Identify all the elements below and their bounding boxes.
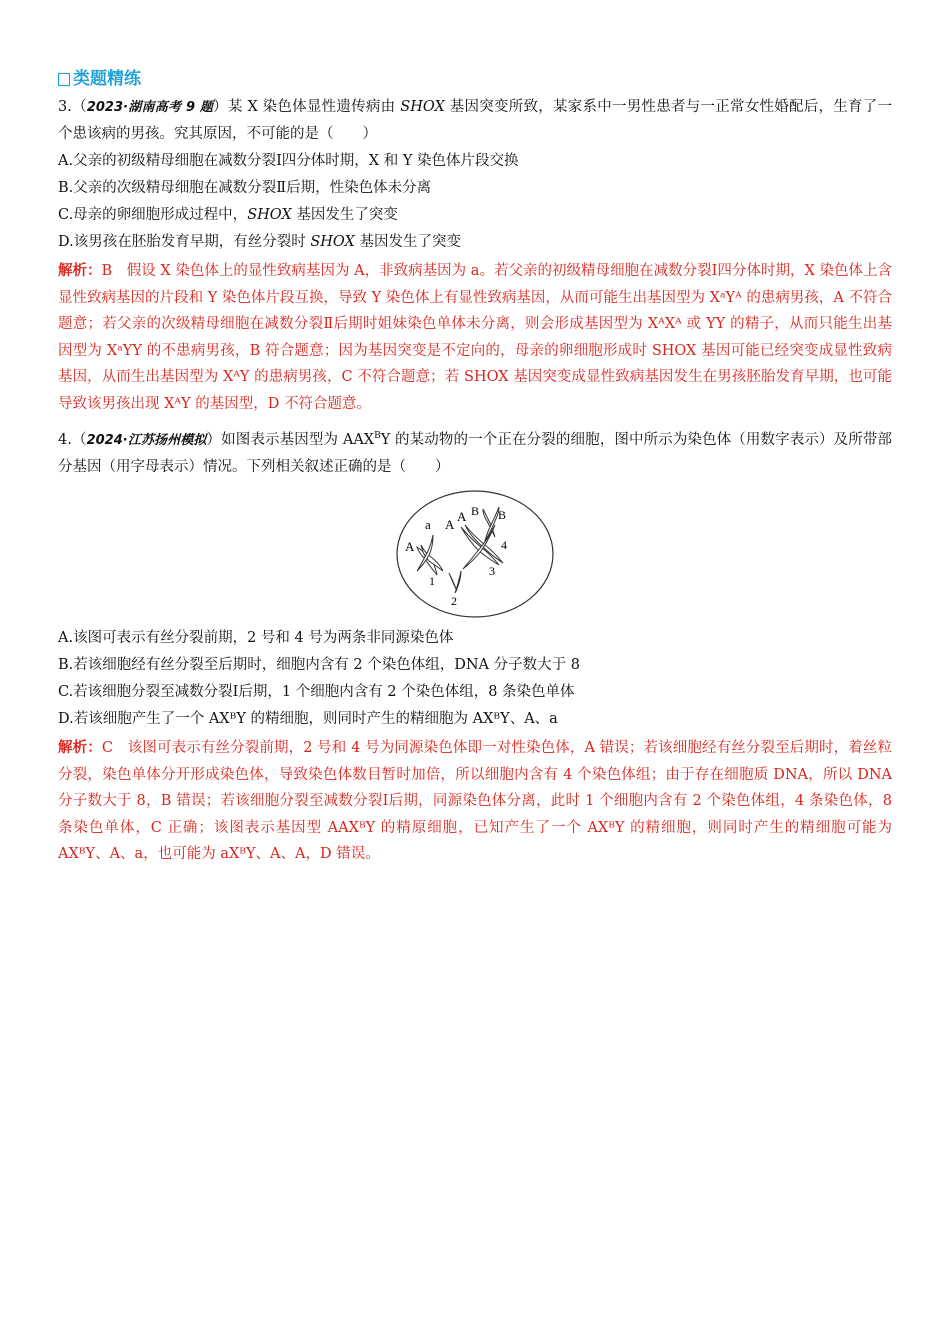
question-number: 4.（ xyxy=(58,432,87,448)
superscript: B xyxy=(374,431,381,441)
stem-part: ）如图表示基因型为 AAX xyxy=(206,432,375,448)
answer-explanation xyxy=(58,258,892,417)
option-c xyxy=(58,202,892,229)
option-d: D.若该细胞产生了一个 AXᴮY 的精细胞，则同时产生的精细胞为 AXᴮY、A、a xyxy=(58,711,558,727)
option-text: 基因发生了突变 xyxy=(354,234,461,250)
option-b: B.若该细胞经有丝分裂至后期时，细胞内含有 2 个染色体组，DNA 分子数大于 8 xyxy=(58,657,580,673)
option-a: A.该图可表示有丝分裂前期，2 号和 4 号为两条非同源染色体 xyxy=(58,630,454,646)
chromosome-number: 3 xyxy=(489,564,495,578)
question-source: 2023·湖南高考 9 题 xyxy=(86,100,214,115)
gene-name: SHOX xyxy=(400,99,445,115)
chromosome-1 xyxy=(417,535,443,575)
question-4-stem xyxy=(58,427,892,481)
option-c: C.若该细胞分裂至减数分裂Ⅰ后期，1 个细胞内含有 2 个染色体组，8 条染色单体 xyxy=(58,684,575,700)
stem-part: 基因突变所致，某家系中一男性患者与一正常女性婚配后，生育了一个患该病的男孩。究其原因，不可能的是（ ） xyxy=(58,99,893,142)
chromosome-3 xyxy=(461,525,503,569)
answer-explanation xyxy=(58,735,892,868)
checkbox-square-icon xyxy=(58,73,70,86)
question-source: 2024·江苏扬州模拟 xyxy=(86,433,207,448)
question-number: 3.（ xyxy=(58,99,87,115)
section-title xyxy=(58,66,892,92)
answer-text: B 假设 X 染色体上的显性致病基因为 A，非致病基因为 a。若父亲的初级精母细胞在减数分裂Ⅰ四分体时期，X 染色体上含显性致病基因的片段和 Y 染色体片段互换，导致 Y 染色体上有显性致病基因，从而可能生出基因型为 XᵃYᴬ 的患病男孩，A 不符合题意；若父亲的次级精母细胞在减数分裂Ⅱ后期时姐妹染色单体未分离，则会形成基因型为 XᴬXᴬ 或 YY 的精子，从而只能生出基因型为 XᵃYY 的不患病男孩，B 符合题意；因为基因突变是不定向的，母亲的卵细胞形成时 SHOX 基因可能已经突变成显性致病基因，从而生出基因型为 XᴬY 的患病男孩，C 不符合题意；若 SHOX 基因突变成显性致病基因发生在男孩胚胎发育早期，也可能导致该男孩出现 XᴬY 的基因型，D 不符合题意。 xyxy=(58,263,893,412)
cell-diagram xyxy=(58,489,892,619)
gene-label: A xyxy=(405,539,415,554)
chromosome-4 xyxy=(483,507,499,541)
gene-name: SHOX xyxy=(247,207,292,223)
option-text: 基因发生了突变 xyxy=(291,207,398,223)
page xyxy=(58,66,892,868)
answer-label: 解析： xyxy=(58,740,102,756)
question-3-stem xyxy=(58,94,892,148)
option-text: C.母亲的卵细胞形成过程中， xyxy=(58,207,248,223)
answer-label: 解析： xyxy=(58,263,102,279)
gene-name: SHOX xyxy=(310,234,355,250)
gene-label: B xyxy=(471,504,480,518)
answer-text: C 该图可表示有丝分裂前期，2 号和 4 号为同源染色体即一对性染色体，A 错误；若该细胞经有丝分裂至后期时，着丝粒分裂，染色单体分开形成染色体，导致染色体数目暂时加倍，所以细胞内含有 4 个染色体组；由于存在细胞质 DNA，所以 DNA 分子数大于 8，B 错误；若该细胞分裂至减数分裂Ⅰ后期，同源染色体分离，此时 1 个细胞内含有 2 个染色体组，4 条染色体，8 条染色单体，C 正确；该图表示基因型 AAXᴮY 的精原细胞，已知产生了一个 AXᴮY 的精细胞，则同时产生的精细胞可能为 AXᴮY、A、a，也可能为 aXᴮY、A、A，D 错误。 xyxy=(58,740,892,862)
chromosome-number: 1 xyxy=(429,574,435,588)
gene-label: A xyxy=(445,517,455,532)
cell-figure xyxy=(395,489,555,619)
section-title-text: 类题精练 xyxy=(73,69,141,89)
stem-part: ）某 X 染色体显性遗传病由 xyxy=(213,99,401,115)
gene-label: a xyxy=(425,517,431,532)
gene-label: B xyxy=(498,508,507,522)
option-d xyxy=(58,229,892,256)
chromosome-number: 4 xyxy=(501,538,507,552)
stem-part: Y 的某动物的一个正在分裂的细胞，图中所示为染色体（用数字表示）及所带部分基因（用字母表示）情况。下列相关叙述正确的是（ ） xyxy=(58,432,892,475)
option-b: B.父亲的次级精母细胞在减数分裂Ⅱ后期，性染色体未分离 xyxy=(58,180,432,196)
chromosome-2 xyxy=(449,571,461,593)
chromosome-number: 2 xyxy=(451,594,457,608)
gene-label: A xyxy=(457,509,467,524)
option-a: A.父亲的初级精母细胞在减数分裂Ⅰ四分体时期，X 和 Y 染色体片段交换 xyxy=(58,153,519,169)
option-text: D.该男孩在胚胎发育早期，有丝分裂时 xyxy=(58,234,311,250)
